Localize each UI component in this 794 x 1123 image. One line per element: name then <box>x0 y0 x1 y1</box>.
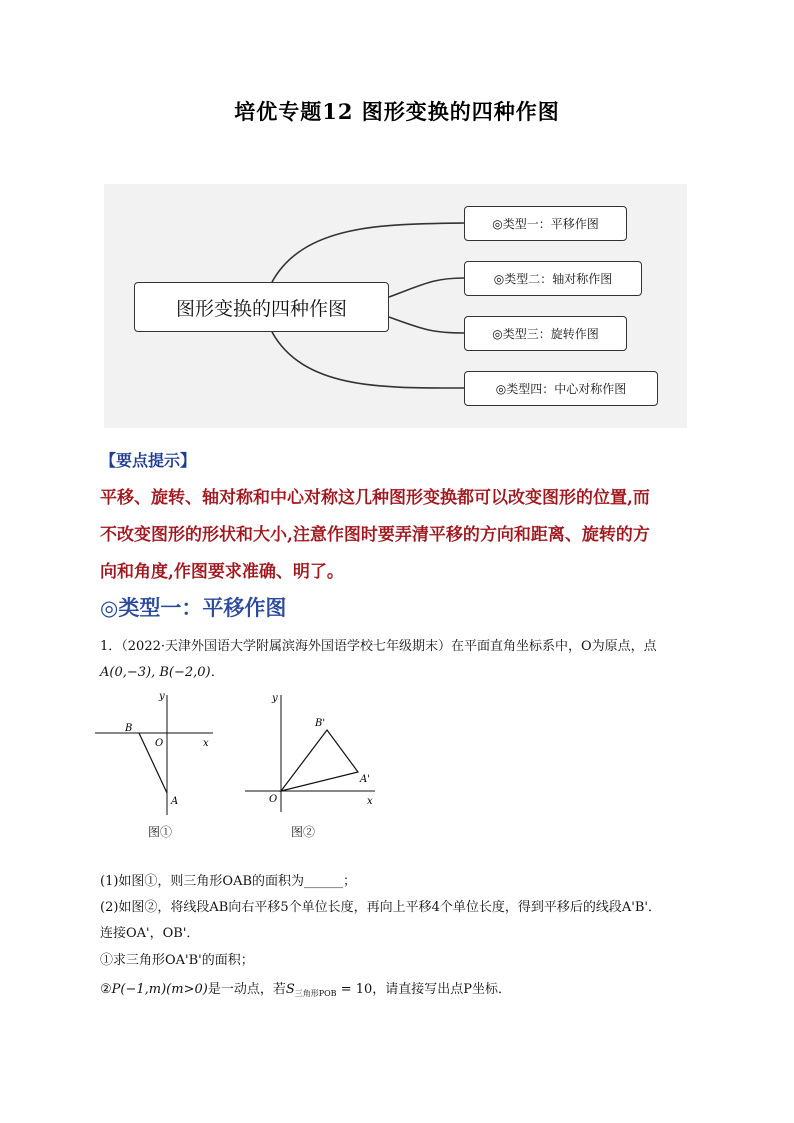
question-part-2-a: ①求三角形OA'B'的面积； <box>100 953 254 968</box>
part-2b-prefix: ② <box>100 982 112 997</box>
keypoint-heading: 【要点提示】 <box>100 451 197 470</box>
fig1-x-label: x <box>203 738 209 749</box>
fig2-y-label: y <box>272 693 278 704</box>
keypoint-line: 不改变图形的形状和大小,注意作图时要弄清平移的方向和距离、旋转的方 <box>100 525 650 545</box>
part-2b-suffix: ，请直接写出点P坐标． <box>372 982 512 997</box>
question-part-2: (2)如图②，将线段AB向右平移5个单位长度，再向上平移4个单位长度，得到平移后的线段A'B'． <box>100 900 661 915</box>
question-part-2-b <box>100 980 511 1004</box>
fig1-B-label: B <box>125 723 133 734</box>
fig1-y-label: y <box>159 691 165 702</box>
mind-map-branch-type4: ◎类型四：中心对称作图 <box>464 371 658 406</box>
fig2-A-prime-label: A' <box>360 774 370 785</box>
keypoint-text <box>100 480 710 591</box>
figure-1 <box>95 690 225 820</box>
page-title: 培优专题12 图形变换的四种作图 <box>234 99 560 124</box>
part-2b-eq: = 10 <box>336 982 373 997</box>
question-points-text: A(0,−3), B(−2,0)． <box>100 665 224 680</box>
fig2-x-label: x <box>367 796 373 807</box>
fig2-O-label: O <box>269 794 278 805</box>
fig1-O-label: O <box>155 738 164 749</box>
mind-map-branch-type3: ◎类型三：旋转作图 <box>464 316 627 351</box>
question-part-1: (1)如图①，则三角形OAB的面积为______； <box>100 874 357 889</box>
question-part-2-connect: 连接OA'，OB'． <box>100 926 200 941</box>
mind-map-branch-type2: ◎类型二：轴对称作图 <box>464 261 642 296</box>
fig2-B-prime-label: B' <box>315 718 326 729</box>
section-heading: ◎类型一：平移作图 <box>100 595 287 620</box>
part-2b-area: S <box>285 982 295 997</box>
question-points <box>100 660 224 686</box>
figure-2 <box>243 690 383 820</box>
question-stem: 1．（2022·天津外国语大学附属滨海外国语学校七年级期末）在平面直角坐标系中，O为原点，点 <box>100 639 657 654</box>
part-2b-point: P(−1,m)(m>0) <box>111 982 208 997</box>
part-2b-mid: 是一动点，若 <box>207 982 286 997</box>
figure-2-caption: 图② <box>291 825 316 839</box>
keypoint-line: 向和角度,作图要求准确、明了。 <box>100 562 344 582</box>
mind-map <box>104 184 687 428</box>
keypoint-line: 平移、旋转、轴对称和中心对称这几种图形变换都可以改变图形的位置,而 <box>100 488 650 508</box>
mind-map-root: 图形变换的四种作图 <box>134 282 389 332</box>
mind-map-branch-type1: ◎类型一：平移作图 <box>464 206 627 241</box>
part-2b-area-subscript: 三角形POB <box>294 989 337 998</box>
fig1-A-label: A <box>171 796 179 807</box>
figure-1-caption: 图① <box>148 825 173 839</box>
